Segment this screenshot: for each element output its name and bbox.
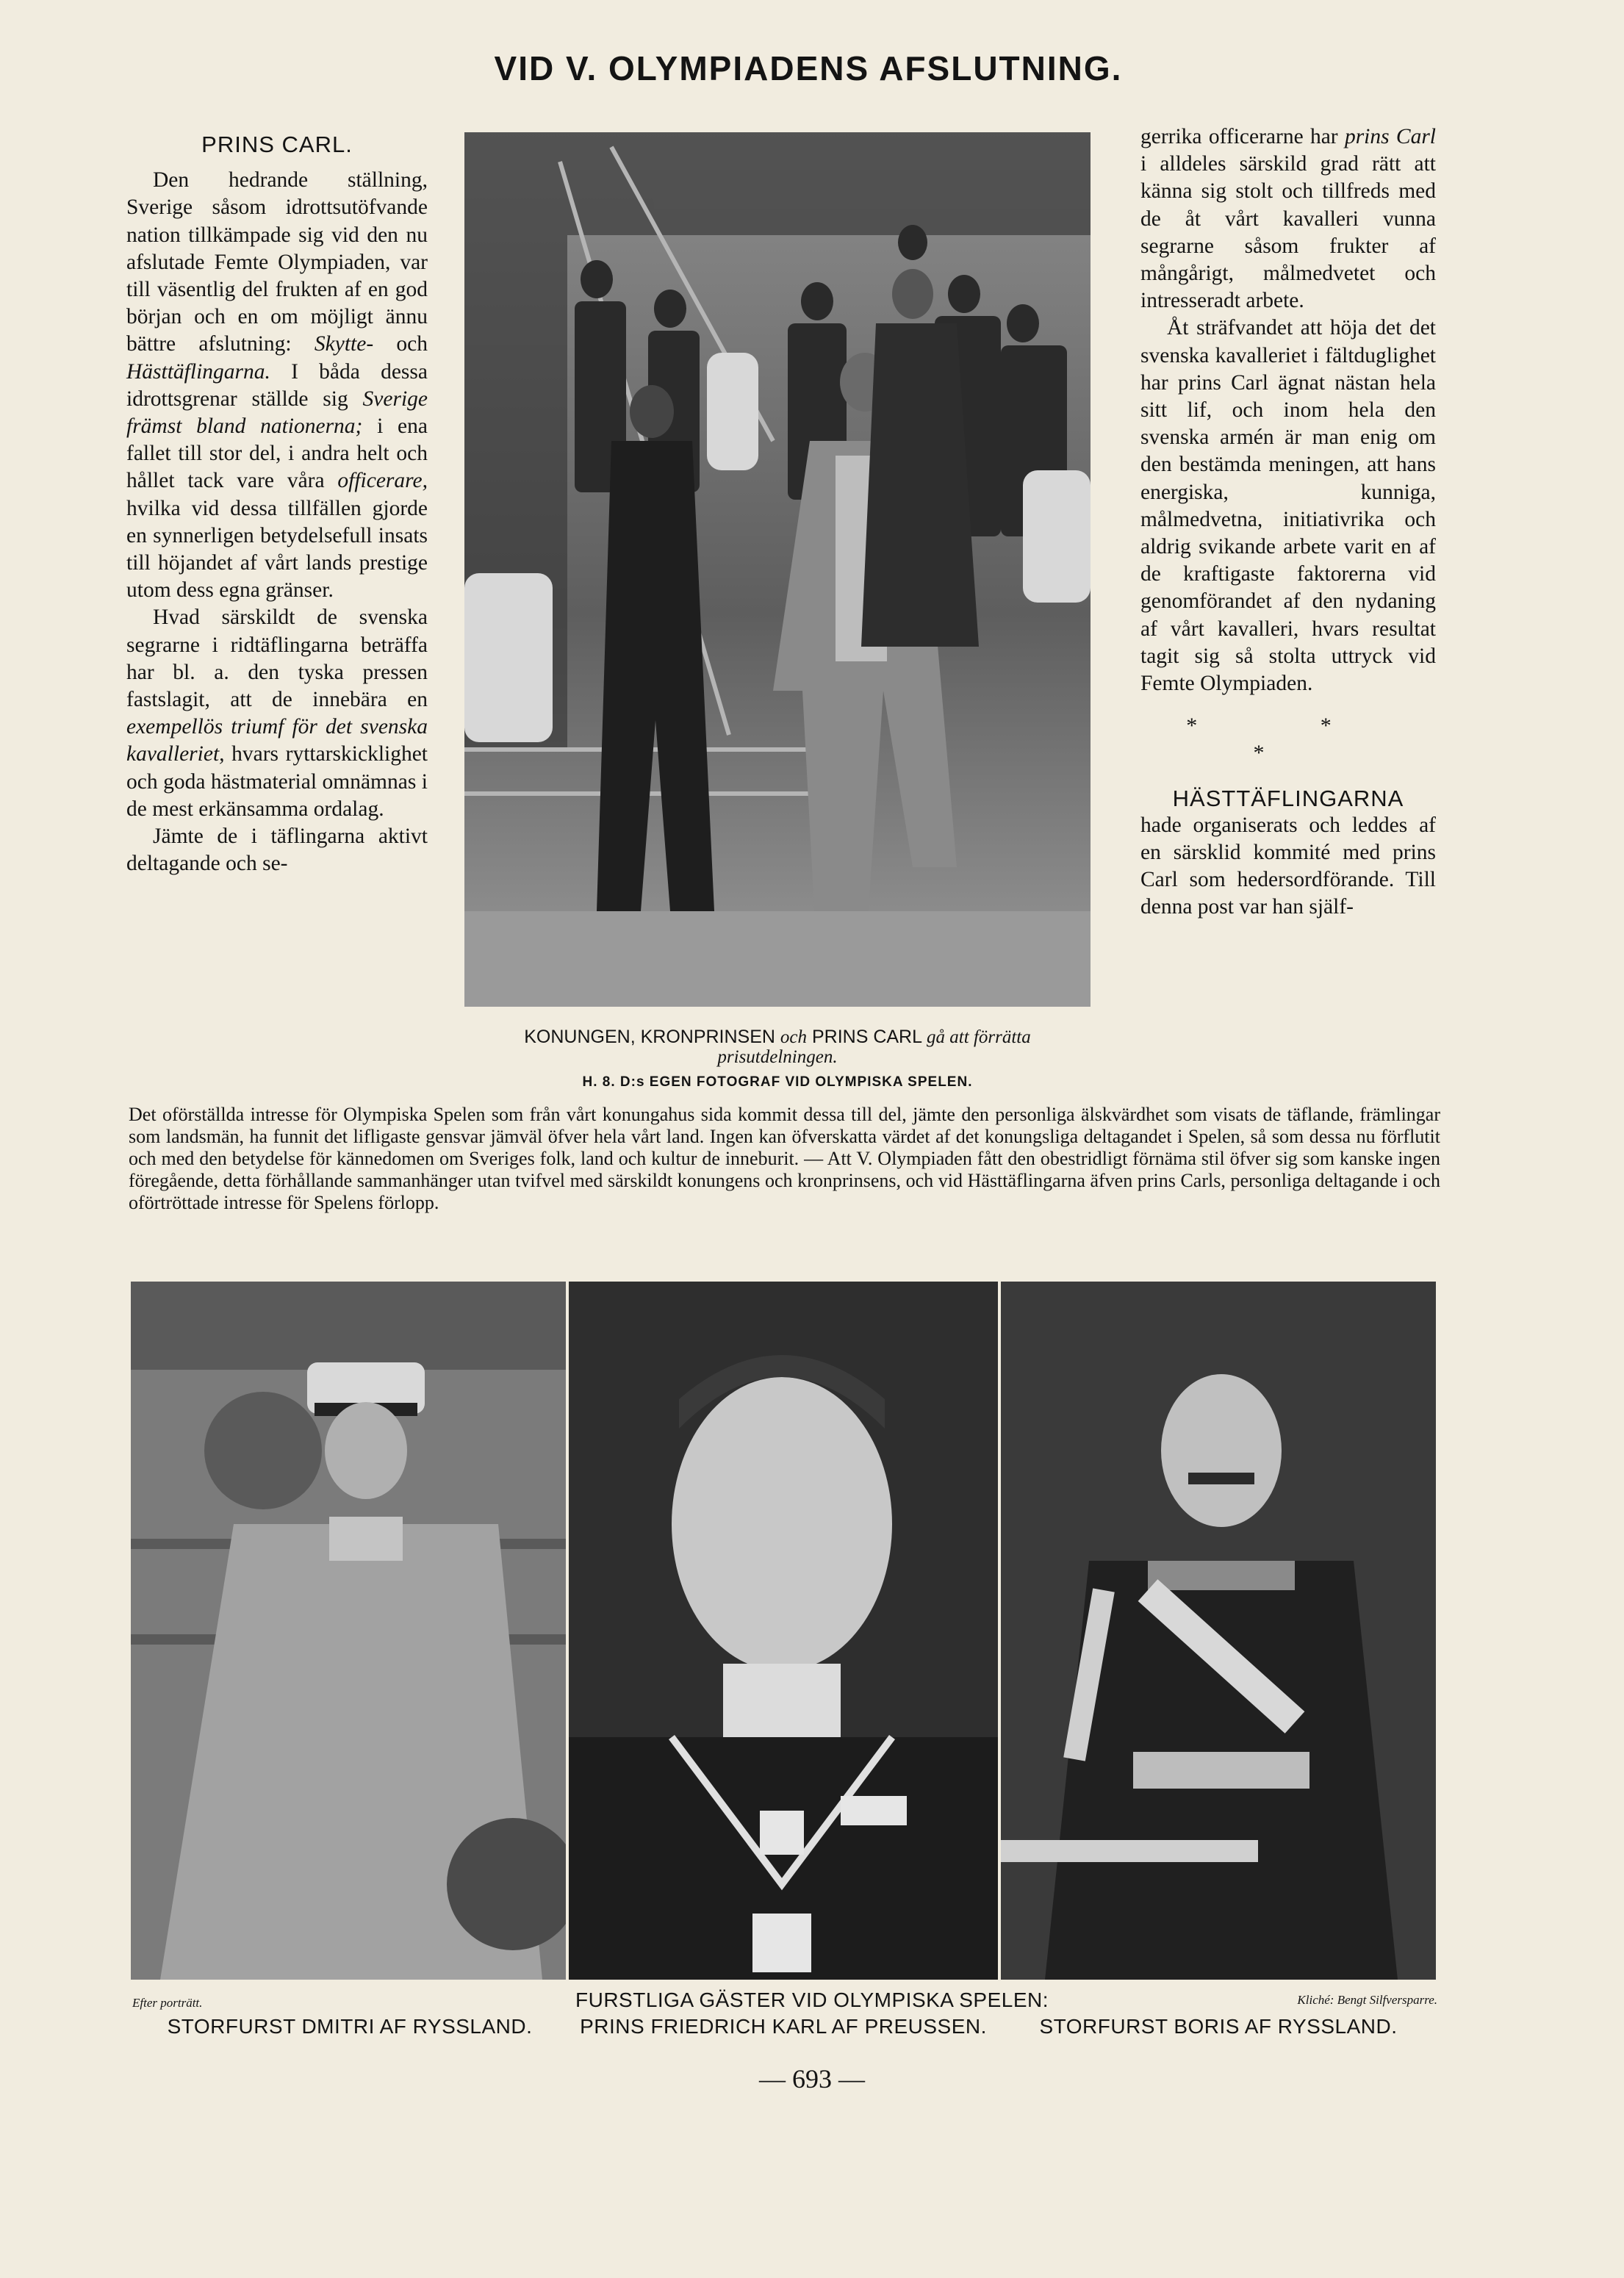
right-paragraph-1: gerrika officerarne har prins Carl i alldeles särskild grad rätt att känna sig stolt och tillfreds med de åt vårt kavalleri vunna segrarne såsom frukter af mångårigt, målmedvetet och intresseradt arbete.: [1140, 125, 1436, 313]
hasttaflingarna-subhead: HÄSTTÄFLINGARNA: [1172, 785, 1404, 811]
portrait-credit-right: Kliché: Bengt Silfversparre.: [1297, 1993, 1437, 2007]
caption-boris: STORFURST BORIS AF RYSSLAND.: [1039, 2015, 1398, 2038]
page-headline: VID V. OLYMPIADENS AFSLUTNING.: [494, 49, 1123, 87]
left-column: [126, 131, 428, 877]
top-photo-caption: KONUNGEN, KRONPRINSEN och PRINS CARL gå att förrätta prisutdelningen.: [524, 1027, 1031, 1067]
caption-friedrich-karl: PRINS FRIEDRICH KARL AF PREUSSEN.: [580, 2015, 987, 2038]
right-paragraph-2: Åt sträfvandet att höja det det svenska kavalleriet i fältduglighet har prins Carl ägnat nästan hela sitt lif, och inom hela den svenska armén är man enig om den bestämda meningen, att hans energiska, kunniga, målmedvetna, initiativrika och aldrig svikande arbete varit en af de kraftigaste faktorerna vid genomförandet af den nydaning af vårt kavalleri, hvars resultat tagit sig så stolta uttryck vid Femte Olympiaden.: [1140, 316, 1436, 696]
page-number: — 693 —: [759, 2064, 865, 2094]
portraits-heading: FURSTLIGA GÄSTER VID OLYMPISKA SPELEN:: [575, 1988, 1049, 2011]
right-paragraph-3: hade organiserats och leddes af en särsklid kommité med prins Carl som hedersordförande. Till denna post var han själf-: [1140, 813, 1436, 919]
portrait-dmitri: [131, 1282, 566, 1980]
portrait-credit-left: Efter porträtt.: [132, 1996, 203, 2010]
top-photo-credit: H. 8. D:s EGEN FOTOGRAF VID OLYMPISKA SPELEN.: [582, 1074, 973, 1090]
left-paragraph-3: Jämte de i täflingarna aktivt deltagande och se-: [126, 824, 428, 876]
wide-paragraph: Det oförställda intresse för Olympiska Spelen som från vårt konungahus sida kommit dessa till del, jämte den personliga älskvärdhet som visats de täflande, främlingar som landsmän, ha funnit det lifligaste gensvar jämväl öfver hela vårt land. Ingen kan öfverskatta värdet af det konungsliga deltagandet i Spelen, så som dessa nu förflutit och med den betydelse för kännedomen om Sveriges folk, land och kultur de inneburit. — Att V. Olympiaden fått den obestridligt förnäma stil öfver sig som kanske ingen föregående, detta förhållande sammanhänger utan tvifvel med särskildt konungens och kronprinsens, och vid Hästtäflingarna äfven prins Carls, personliga deltagande i och oförtröttade intresse för Spelens förlopp.: [129, 1104, 1440, 1213]
left-paragraph-2: Hvad särskildt de svenska segrarne i ridtäflingarna beträffa har bl. a. den tyska pressen fastslagit, att de innebära en exempellös triumf för det svenska kavalleriet, hvars ryttarskicklighet och goda hästmaterial omnämnas i de mest erkänsamma ordalag.: [126, 606, 428, 821]
left-paragraph-1: Den hedrande ställning, Sverige såsom idrottsutöfvande nation tillkämpade sig vid den nu afslutade Femte Olympiaden, var till väsentlig del frukten af en god början och en om möjligt ännu bättre afslutning: Skytte- och Hästtäflingarna. I båda dessa idrottsgrenar ställde sig Sverige främst bland nationerna; i ena fallet till stor del, i andra helt och hållet tack vare våra officerare, hvilka vid dessa tillfällen gjorde en synnerligen betydelsefull insats till höjandet af vårt lands prestige utom dess egna gränser.: [126, 168, 428, 603]
caption-dmitri: STORFURST DMITRI AF RYSSLAND.: [167, 2015, 533, 2038]
portrait-boris: [1001, 1282, 1436, 1980]
section-divider-stars: * * *: [1186, 714, 1390, 766]
procession-photo: [464, 132, 1091, 1007]
prins-carl-subhead: PRINS CARL.: [201, 132, 353, 157]
right-column: [1140, 123, 1436, 921]
portrait-friedrich-karl: [569, 1282, 998, 1980]
